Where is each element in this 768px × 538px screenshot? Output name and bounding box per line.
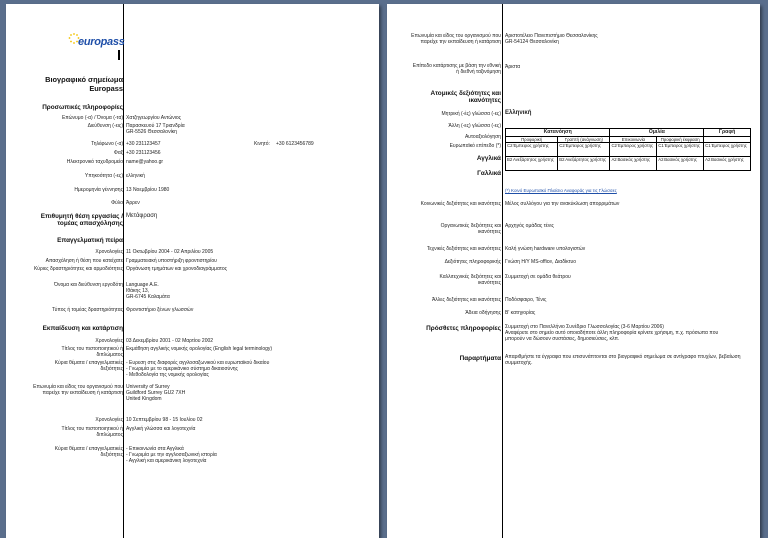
level-desc: Έμπειρος χρήστης	[565, 142, 601, 148]
european-level-label: Ευρωπαϊκό επίπεδο (*)	[449, 143, 501, 149]
level-desc: Έμπειρος χρήστης	[617, 142, 654, 148]
edu-value: - Μεθοδολογία της νομικής ορολογίας	[126, 372, 209, 378]
work-label: Όνομα και διεύθυνση εργοδότη	[54, 282, 123, 288]
skill-value: Β' κατηγορίας	[505, 310, 536, 316]
level-desc: Ανεξάρτητος χρήστης	[565, 156, 607, 162]
desired-job-heading-line2: τομέας απασχόλησης	[57, 220, 123, 227]
language-table	[505, 128, 751, 171]
edu-value: Guildford Surrey GU2 7XH	[126, 390, 186, 396]
skill-value: Καλή γνώση hardware υπολογιστών	[505, 246, 586, 252]
skill-label: Καλλιτεχνικές δεξιότητες και ικανότητες	[439, 274, 501, 286]
skill-value: Ποδόσφαιρο, Τένις	[505, 297, 547, 303]
edu-value: Εκμάθηση αγγλικής νομικής ορολογίας (English legal terminology)	[126, 346, 273, 352]
skill-value: Μέλος συλλόγου για την ανακύκλωση απορριμάτων	[505, 201, 620, 207]
org-value: Αριστοτέλειο Πανεπιστήμιο Θεσσαλονίκης	[505, 33, 598, 39]
edu-label: Κύρια θέματα / επαγγελματικές δεξιότητες	[54, 360, 123, 372]
field-value: name@yahoo.gr	[126, 159, 164, 165]
field-value: ελληνική	[126, 173, 145, 179]
work-label: Χρονολογίες	[95, 249, 123, 255]
edu-label: Επωνυμία και είδος του οργανισμού που παρείχε την εκπαίδευση ή κατάρτιση	[33, 384, 123, 396]
table-row	[506, 142, 751, 156]
mobile-label: Κινητό:	[254, 141, 270, 147]
mother-tongue-value: Ελληνική	[505, 110, 532, 116]
field-value: 13 Νοεμβρίου 1980	[126, 187, 170, 193]
field-value: Άρρεν	[126, 200, 140, 206]
work-value: GR-6745 Καλαμάτα	[126, 294, 170, 300]
work-value: Φροντιστήριο ξένων γλωσσών	[126, 307, 194, 313]
level-code: C2	[611, 142, 617, 148]
field-label: Υπηκοότητα (-ες)	[84, 173, 123, 179]
sub-header: Γραπτή (ανάγνωση)	[558, 136, 610, 142]
edu-value: Αγγλική γλώσσα και λογοτεχνία	[126, 426, 196, 432]
field-label: Τηλέφωνο (-α)	[91, 141, 123, 147]
level-code: C1	[658, 142, 664, 148]
work-label: Τύπος ή τομέας δραστηριότητας	[52, 307, 123, 313]
field-label: Διεύθυνση (-εις)	[87, 123, 123, 129]
personal-info-heading: Προσωπικές πληροφορίες	[42, 104, 123, 111]
self-assessment-label: Αυτοαξιολόγηση	[464, 134, 501, 140]
edu-label: Τίτλος του πιστοποιητικού ή διπλώματος	[61, 346, 123, 358]
desired-job-value: Μετάφραση	[126, 213, 158, 219]
mobile-value: +30 6123456789	[276, 141, 314, 147]
language-name: Γαλλικά	[477, 170, 501, 177]
logo-text: europass	[78, 36, 125, 48]
cv-title-line1: Βιογραφικό σημείωμα	[45, 75, 123, 84]
edu-label: Χρονολογίες	[95, 417, 123, 423]
level-desc: Έμπειρος χρήστης	[513, 142, 549, 148]
level-code: A2	[705, 156, 711, 162]
logo-mark	[118, 50, 120, 60]
skill-label: Τεχνικές δεξιότητες και ικανότητες	[426, 246, 501, 252]
language-name: Αγγλικά	[476, 155, 501, 162]
cv-page-2	[387, 4, 760, 538]
level-code: B2	[559, 156, 565, 162]
skill-label: Κοινωνικές δεξιότητες και ικανότητες	[420, 201, 501, 207]
level-desc: Βασικός χρήστης	[664, 156, 697, 162]
work-value: Ιθάκης 13,	[126, 288, 150, 294]
skill-label: Οργανωτικές δεξιότητες και ικανότητες	[440, 223, 501, 235]
work-experience-heading: Επαγγελματική πείρα	[57, 237, 123, 244]
edu-value: 10 Σεπτεμβρίου 98 - 15 Ιουλίου 02	[126, 417, 203, 423]
field-label: Επώνυμο (-α) / Όνομα (-τα)	[61, 115, 123, 121]
edu-label: Κύρια θέματα / επαγγελματικές δεξιότητες	[54, 446, 123, 458]
level-desc: Έμπειρος χρήστης	[711, 142, 747, 148]
work-value: Language A.E.	[126, 282, 159, 288]
org-value: GR-54124 Θεσσαλονίκη	[505, 39, 559, 45]
level-code: A2	[658, 156, 664, 162]
skills-heading: Ατομικές δεξιότητες και ικανότητες	[430, 90, 501, 104]
level-label: Επίπεδο κατάρτισης με βάση την εθνική ή διεθνή ταξινόμηση	[412, 63, 501, 75]
skill-label: Άλλες δεξιότητες και ικανότητες	[431, 297, 501, 303]
level-code: C2	[507, 142, 513, 148]
work-value: Γραμματειακή υποστήριξη φροντιστηρίου	[126, 258, 217, 264]
edu-value: University of Surrey	[126, 384, 170, 390]
edu-value: - Γνωριμία με το αμερικάνικο σύστημα δικαιοσύνης	[126, 366, 238, 372]
level-desc: Βασικός χρήστης	[711, 156, 744, 162]
column-divider	[502, 4, 503, 538]
field-label: Φαξ	[113, 150, 123, 156]
other-languages-label: Άλλη (-ες) γλώσσα (-ες)	[448, 123, 501, 129]
europass-logo	[68, 30, 124, 58]
sub-header: Προφορική έκφραση	[657, 136, 704, 142]
level-desc: Έμπειρος χρήστης	[664, 142, 700, 148]
sub-header: Επικοινωνία	[610, 136, 657, 142]
field-value: Παρασκευού 17 Τριανδρία	[126, 123, 185, 129]
education-heading: Εκπαίδευση και κατάρτιση	[42, 325, 123, 332]
additional-info-value: Αναφέρετε στο σημείο αυτό οποιαδήποτε άλλη πληροφορία κρίνετε χρήσιμη, π.χ. πρόσωπα που	[505, 330, 719, 336]
level-value: Άριστα	[505, 64, 521, 70]
annexes-value: συμμετοχής.	[505, 360, 533, 366]
level-code: A2	[611, 156, 617, 162]
field-label: Φύλο	[111, 200, 123, 206]
level-code: B2	[507, 156, 513, 162]
edu-value: - Αγγλική και αμερικάνικη λογοτεχνία	[126, 458, 207, 464]
level-code: C2	[559, 142, 565, 148]
desired-job-heading-line1: Επιθυμητή θέση εργασίας /	[40, 213, 123, 220]
edu-value: United Kingdom	[126, 396, 162, 402]
skill-label: Άδεια οδήγησης	[465, 310, 501, 316]
work-label: Κύριες δραστηριότητες και αρμοδιότητες	[33, 266, 123, 272]
field-value: +30 231123457	[126, 141, 161, 147]
skill-label: Δεξιότητες πληροφορικής	[444, 259, 501, 265]
column-divider	[123, 4, 124, 538]
edu-value: 03 Δεκεμβρίου 2001 - 02 Μαρτίου 2002	[126, 338, 214, 344]
skill-value: Γνώση Η/Υ MS-office, Διαδίκτυο	[505, 259, 577, 265]
group-header: Γραφή	[704, 129, 751, 137]
sub-header: Προφορική	[506, 136, 558, 142]
edu-value: - Γνωριμία με την αγγλοσαξωνική ιστορία	[126, 452, 217, 458]
table-row	[506, 156, 751, 170]
level-desc: Ανεξάρτητος χρήστης	[513, 156, 554, 162]
level-desc: Βασικός χρήστης	[617, 156, 651, 162]
cv-title-line2: Europass	[89, 84, 123, 93]
annexes-heading: Παραρτήματα	[459, 355, 501, 362]
field-value: Χατζηγεωργίου Αντώνιος	[126, 115, 182, 121]
field-value: +30 231123456	[126, 150, 161, 156]
cefr-link[interactable]: (*) Κοινό Ευρωπαϊκό Πλαίσιο Αναφοράς για τις Γλώσσες	[505, 188, 617, 193]
additional-info-value: μπορούν να δώσουν συστάσεις, δημοσιεύσεις, κλπ.	[505, 336, 620, 342]
edu-value: - Ευρεση στις διαφορές αγγλοσαξωνικού και ευρωπαϊκού δικαίου	[126, 360, 270, 366]
edu-label: Χρονολογίες	[95, 338, 123, 344]
edu-label: Τίτλος του πιστοποιητικού ή διπλώματος	[61, 426, 123, 438]
work-value: 11 Οκτωβρίου 2004 - 02 Απριλίου 2005	[126, 249, 214, 255]
field-label: Ημερομηνία γέννησης	[74, 187, 123, 193]
skill-value: Αρχηγός ομάδας τένις	[505, 223, 554, 229]
field-value: GR-5526 Θεσσαλονίκη	[126, 129, 177, 135]
additional-info-heading: Πρόσθετες πληροφορίες	[426, 325, 501, 332]
group-header: Ομιλία	[610, 129, 704, 137]
field-label: Ηλεκτρονικό ταχυδρομείο	[66, 159, 123, 165]
group-header: Κατανόηση	[506, 129, 610, 137]
additional-info-value: Συμμετοχή στο Πανελλήνιο Συνέδριο Γλωσσολογίας (3-6 Μαρτίου 2006)	[505, 324, 664, 330]
org-label: Επωνυμία και είδος του οργανισμού που παρείχε την εκπαίδευση ή κατάρτιση	[411, 33, 501, 45]
level-code: C1	[705, 142, 711, 148]
mother-tongue-label: Μητρική (-ές) γλώσσα (-ες)	[441, 111, 501, 117]
work-value: Οργάνωση τμημάτων και χρονοδιαγράμματος	[126, 266, 228, 272]
cv-page-1	[6, 4, 379, 538]
edu-value: - Επικοινωνία στα Αγγλικά	[126, 446, 184, 452]
skill-value: Συμμετοχή σε ομάδα θεάτρου	[505, 274, 571, 280]
annexes-value: Απαριθμήστε τα έγγραφα που επισυνάπτονται στο βιογραφικό σημείωμα σε αντίγραφο πτυχίων, βεβαίωση	[505, 354, 741, 360]
work-label: Απασχόληση ή θέση που κατείχατε	[45, 258, 123, 264]
